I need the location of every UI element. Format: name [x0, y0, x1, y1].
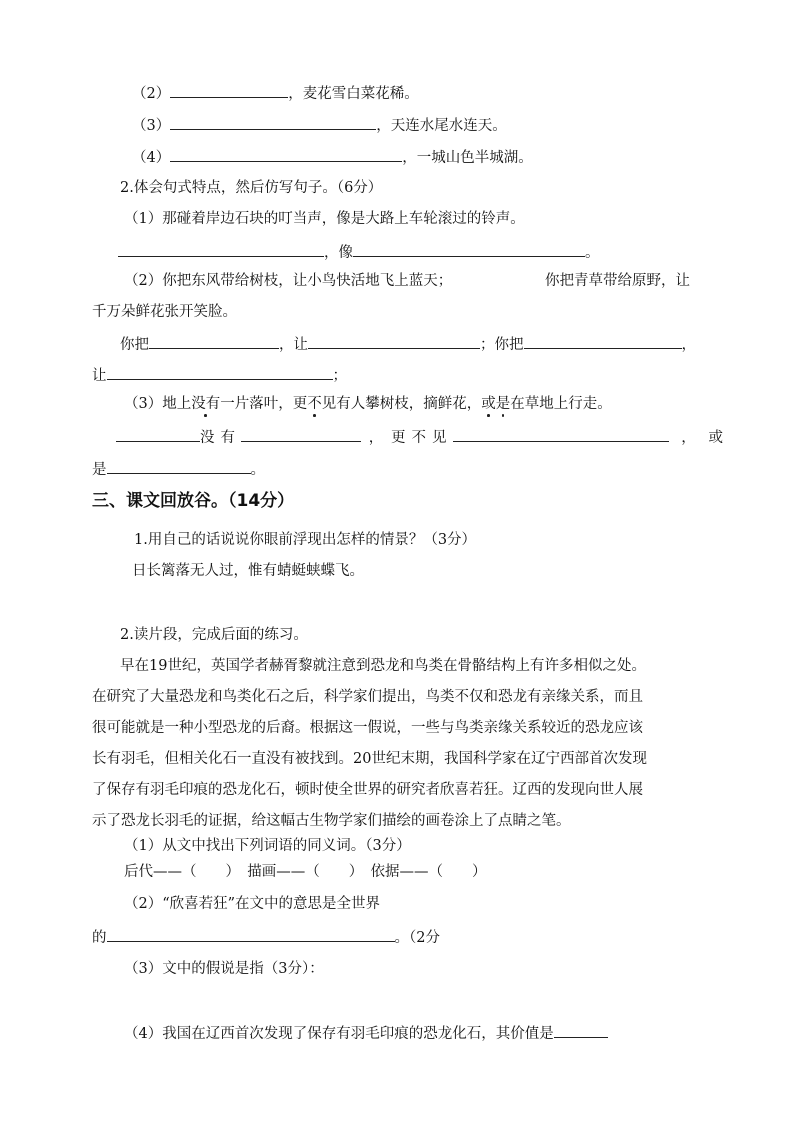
- q2-sentence-2-answer-cont: 让 ；: [92, 364, 347, 386]
- emphasis-dots: 更不见: [292, 396, 337, 412]
- p3-q1-title: 1.用自己的话说说你眼前浮现出怎样的情景？（3分）: [134, 532, 477, 548]
- emphasis-dots: 或: [481, 396, 496, 412]
- answer-blank[interactable]: [107, 926, 395, 942]
- synonym-blanks: 后代——（ ） 描画——（ ） 依据——（ ）: [124, 864, 487, 880]
- q2-sentence-2-prompt-c: 千万朵鲜花张开笑脸。: [92, 304, 237, 320]
- answer-blank[interactable]: [453, 426, 669, 442]
- answer-blank[interactable]: [170, 82, 288, 98]
- q1-item-2: [132, 82, 419, 104]
- answer-blank[interactable]: [149, 333, 279, 349]
- q1-item-4: [132, 146, 533, 168]
- answer-blank[interactable]: [107, 364, 333, 380]
- q2-sentence-1-answer: ，像 。: [118, 241, 600, 263]
- item-number: （3）: [132, 118, 171, 134]
- item-number: （2）: [132, 86, 171, 102]
- q2-sentence-2-prompt-a: （2）你把东风带给树枝，让小鸟快活地飞上蓝天；: [124, 273, 453, 289]
- poem-line: ，一城山色半城湖。: [402, 150, 533, 166]
- p3-q2-title: 2.读片段，完成后面的练习。: [120, 627, 308, 643]
- item-number: （4）: [132, 150, 171, 166]
- answer-blank[interactable]: [116, 426, 200, 442]
- poem-line: ，天连水尾水连天。: [376, 118, 507, 134]
- answer-blank[interactable]: [241, 426, 361, 442]
- passage-line: 很可能就是一种小型恐龙的后裔。根据这一假说，一些与鸟类亲缘关系较近的恐龙应该: [92, 720, 643, 736]
- p3-q1-poem: 日长篱落无人过，惟有蜻蜓蛱蝶飞。: [132, 563, 364, 579]
- q2-title: 2.体会句式特点，然后仿写句子。（6分）: [120, 180, 383, 196]
- sub-question-4: （4）我国在辽西首次发现了保存有羽毛印痕的恐龙化石，其价值是: [124, 1022, 608, 1044]
- emphasis-dots: 是: [495, 396, 511, 412]
- q2-sentence-1-prompt: （1）那碰着岸边石块的叮当声，像是大路上车轮滚过的铃声。: [124, 211, 525, 227]
- q2-sentence-3-answer-cont: 是 。: [92, 458, 265, 480]
- answer-blank[interactable]: [308, 333, 480, 349]
- answer-blank[interactable]: [107, 458, 251, 474]
- answer-blank[interactable]: [170, 146, 402, 162]
- answer-blank[interactable]: [118, 241, 324, 257]
- q2-sentence-3-prompt: （3）地上没有一片落叶，更不见有人攀树枝，摘鲜花，或是在草地上行走。: [124, 396, 612, 412]
- passage-line: 早在19世纪，英国学者赫胥黎就注意到恐龙和鸟类在骨骼结构上有许多相似之处。: [120, 658, 646, 674]
- poem-line: ，麦花雪白菜花稀。: [288, 86, 419, 102]
- q2-sentence-2-answer: 你把 ，让 ；你把 ，: [120, 333, 696, 355]
- q1-item-3: [132, 114, 507, 136]
- passage-line: 在研究了大量恐龙和鸟类化石之后，科学家们提出，鸟类不仅和恐龙有亲缘关系，而且: [92, 689, 643, 705]
- sub-question-2-answer: 的 。（2分: [92, 926, 440, 948]
- answer-blank[interactable]: [554, 1022, 608, 1038]
- q2-sentence-3-answer: 没有 ， 更不见 ， 或: [116, 426, 723, 448]
- passage-line: 示了恐龙长羽毛的证据，给这幅古生物学家们描绘的画卷涂上了点睛之笔。: [92, 813, 571, 829]
- sub-question-1: （1）从文中找出下列词语的同义词。（3分）: [124, 838, 411, 854]
- answer-blank[interactable]: [524, 333, 682, 349]
- answer-blank[interactable]: [353, 241, 585, 257]
- passage-line: 了保存有羽毛印痕的恐龙化石，顿时使全世界的研究者欣喜若狂。辽西的发现向世人展: [92, 782, 643, 798]
- q2-sentence-2-prompt-b: 你把青草带给原野，让: [545, 273, 690, 289]
- emphasis-dots: 没有: [191, 396, 221, 412]
- passage-line: 长有羽毛，但相关化石一直没有被找到。20世纪末期，我国科学家在辽宁西部首次发现: [92, 751, 647, 767]
- sub-question-3: （3）文中的假说是指（3分）：: [124, 961, 324, 977]
- answer-blank[interactable]: [170, 114, 376, 130]
- sub-question-2: （2）“欣喜若狂”在文中的意思是全世界: [124, 896, 381, 912]
- section-heading: 三、课文回放谷。（14分）: [92, 491, 295, 511]
